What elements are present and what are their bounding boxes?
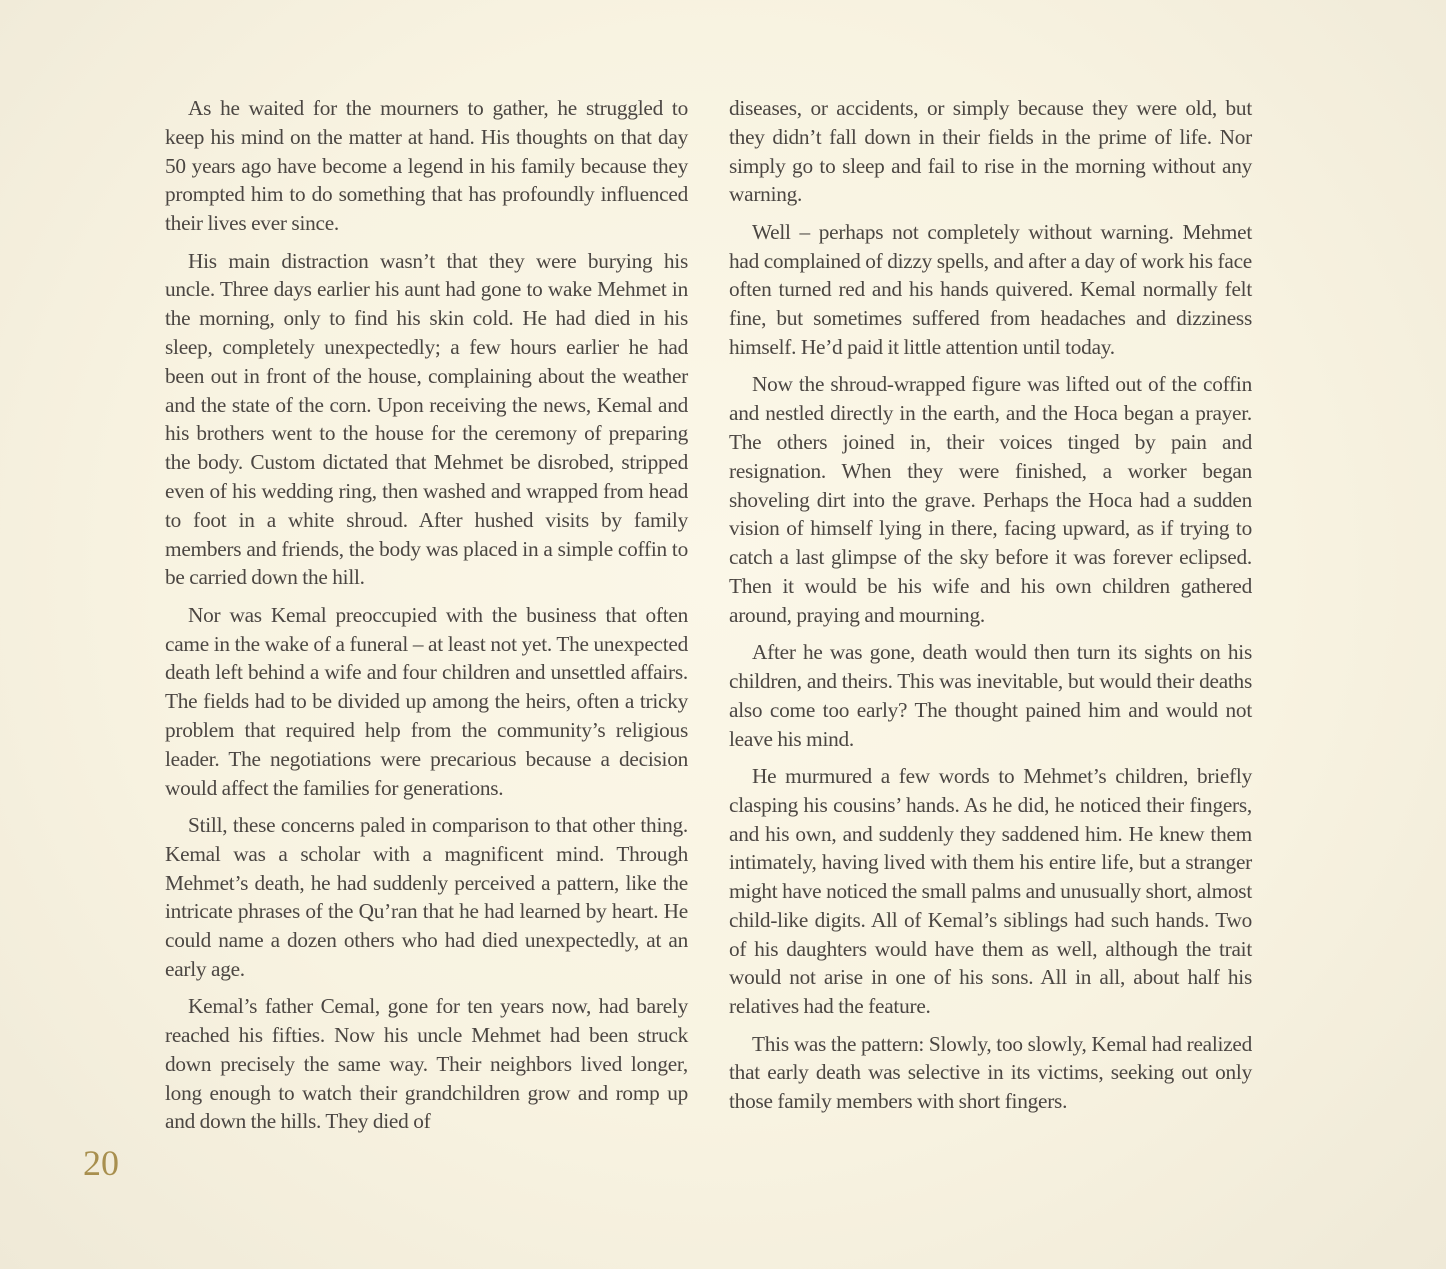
paragraph: After he was gone, death would then turn its sights on his children, and theirs. This was inevitable, but would their deaths also come too early? The thought pained him and would not leave his mind.	[729, 640, 1252, 751]
paragraph: Nor was Kemal preoccupied with the business that often came in the wake of a funeral – at least not yet. The unexpected death left behind a wife and four children and unsettled affairs. The fields had to be divided up among the heirs, often a tricky problem that required help from the community’s religious leader. The negotiations were precarious because a decision would affect the families for generations.	[165, 602, 688, 800]
page-number: 20	[83, 1143, 119, 1183]
paragraph-continuation: diseases, or accidents, or simply because they were old, but they didn’t fall down in their fields in the prime of life. Nor simply go to sleep and fail to rise in the morning without any warning.	[729, 96, 1252, 207]
text-column-left	[165, 94, 688, 1145]
paragraph: Still, these concerns paled in comparison to that other thing. Kemal was a scholar with a magnificent mind. Through Mehmet’s death, he had suddenly perceived a pattern, like the intricate phrases of the Qu’ran that he had learned by heart. He could name a dozen others who had died unexpectedly, at an early age.	[165, 812, 688, 981]
text-column-right	[729, 94, 1252, 1125]
paragraph: This was the pattern: Slowly, too slowly, Kemal had realized that early death was selective in its victims, seeking out only those family members with short fingers.	[729, 1031, 1252, 1114]
paragraph: Kemal’s father Cemal, gone for ten years now, had barely reached his fifties. Now his uncle Mehmet had been struck down precisely the same way. Their neighbors lived longer, long enough to watch their grandchildren grow and romp up and down the hills. They died of	[165, 994, 688, 1134]
paragraph: As he waited for the mourners to gather, he struggled to keep his mind on the matter at hand. His thoughts on that day 50 years ago have become a legend in his family because they prompted him to do something that has profoundly influenced their lives ever since.	[165, 96, 688, 236]
paragraph: He murmured a few words to Mehmet’s children, briefly clasping his cousins’ hands. As he did, he noticed their fingers, and his own, and suddenly they saddened him. He knew them intimately, having lived with them his entire life, but a stranger might have noticed the small palms and unusually short, almost child-like digits. All of Kemal’s siblings had such hands. Two of his daughters would have them as well, although the trait would not arise in one of his sons. All in all, about half his relatives had the feature.	[729, 763, 1252, 1019]
paragraph: Well – perhaps not completely without warning. Mehmet had complained of dizzy spells, and after a day of work his face often turned red and his hands quivered. Kemal normally felt fine, but sometimes suffered from headaches and dizziness himself. He’d paid it little attention until today.	[729, 219, 1252, 359]
paragraph: His main distraction wasn’t that they were burying his uncle. Three days earlier his aunt had gone to wake Mehmet in the morning, only to find his skin cold. He had died in his sleep, completely unexpectedly; a few hours earlier he had been out in front of the house, complaining about the weather and the state of the corn. Upon receiving the news, Kemal and his brothers went to the house for the ceremony of preparing the body. Custom dictated that Mehmet be disrobed, stripped even of his wedding ring, then washed and wrapped from head to foot in a white shroud. After hushed visits by family members and friends, the body was placed in a simple coffin to be carried down the hill.	[165, 248, 688, 590]
paragraph: Now the shroud-wrapped figure was lifted out of the coffin and nestled directly in the earth, and the Hoca began a prayer. The others joined in, their voices tinged by pain and resignation. When they were finished, a worker began shoveling dirt into the grave. Perhaps the Hoca had a sudden vision of himself lying in there, facing upward, as if trying to catch a last glimpse of the sky before it was forever eclipsed. Then it would be his wife and his own children gathered around, praying and mourning.	[729, 372, 1252, 627]
